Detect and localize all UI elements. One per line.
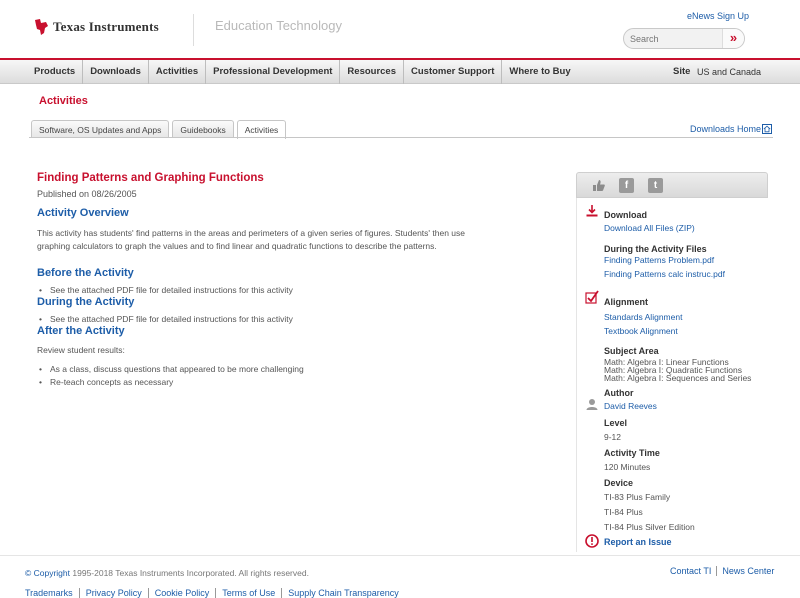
subject-area-heading: Subject Area bbox=[604, 346, 659, 356]
activity-overview-text bbox=[37, 227, 465, 253]
download-icon bbox=[585, 204, 599, 218]
level-heading: Level bbox=[604, 418, 628, 428]
report-issue-link[interactable]: Report an Issue bbox=[604, 537, 672, 547]
tab-activities[interactable]: Activities bbox=[237, 120, 287, 139]
author-icon bbox=[585, 397, 599, 411]
during-activity-heading: During the Activity bbox=[37, 296, 135, 308]
copyright bbox=[25, 568, 309, 578]
published-date: Published on 08/26/2005 bbox=[37, 189, 137, 199]
activity-title: Finding Patterns and Graphing Functions bbox=[37, 172, 264, 184]
ti-logo[interactable] bbox=[33, 18, 159, 36]
nav-item-products[interactable]: Products bbox=[27, 60, 83, 84]
standards-alignment-link[interactable]: Standards Alignment bbox=[604, 312, 683, 322]
activity-time-heading: Activity Time bbox=[604, 448, 660, 458]
home-icon[interactable] bbox=[762, 124, 772, 134]
tab-software[interactable]: Software, OS Updates and Apps bbox=[31, 120, 169, 138]
textbook-alignment-link[interactable]: Textbook Alignment bbox=[604, 326, 678, 336]
site-label: Site bbox=[673, 66, 691, 77]
site-selector[interactable]: US and Canada bbox=[697, 67, 762, 77]
copyright-symbol: © Copyright bbox=[25, 568, 71, 578]
footer-link-trademarks[interactable]: Trademarks bbox=[25, 588, 80, 598]
list-item: • Re-teach concepts as necessary bbox=[37, 376, 304, 389]
file-link-calc-instruc-pdf[interactable]: Finding Patterns calc instruc.pdf bbox=[604, 269, 725, 279]
device-heading: Device bbox=[604, 478, 634, 488]
subject-linear-functions: Math: Algebra I: Linear Functions bbox=[604, 357, 729, 367]
level-value: 9-12 bbox=[604, 432, 622, 442]
sidebar-panel bbox=[576, 198, 768, 552]
nav-item-where-to-buy[interactable]: Where to Buy bbox=[509, 66, 571, 77]
footer-link-terms-of-use[interactable]: Terms of Use bbox=[216, 588, 282, 598]
logo-text: Texas Instruments bbox=[53, 19, 159, 34]
nav-item-professional-development[interactable]: Professional Development bbox=[206, 60, 340, 84]
main-nav bbox=[0, 58, 800, 84]
header-divider bbox=[193, 14, 194, 46]
footer-right-links bbox=[665, 566, 779, 576]
footer-link-contact-ti[interactable]: Contact TI bbox=[665, 566, 717, 576]
nav-item-activities[interactable]: Activities bbox=[149, 60, 206, 84]
footer-divider bbox=[0, 555, 800, 556]
nav-item-downloads[interactable]: Downloads bbox=[83, 60, 149, 84]
overview-line-1: This activity has students' find patterns in the areas and perimeters of a given series of figures. Students' then use bbox=[37, 228, 466, 238]
search-button[interactable]: » bbox=[722, 29, 744, 48]
subject-sequences-series: Math: Algebra I: Sequences and Series bbox=[604, 373, 752, 383]
list-item: • See the attached PDF file for detailed instructions for this activity bbox=[37, 313, 293, 326]
site-header bbox=[0, 0, 800, 58]
downloads-home-link[interactable]: Downloads Home bbox=[690, 124, 762, 134]
device-ti83-plus-family: TI-83 Plus Family bbox=[604, 492, 671, 502]
tabs-divider bbox=[29, 137, 773, 138]
after-activity-heading: After the Activity bbox=[37, 325, 125, 337]
nav-item-customer-support[interactable]: Customer Support bbox=[404, 60, 502, 84]
during-files-heading: During the Activity Files bbox=[604, 244, 707, 254]
after-activity-intro: Review student results: bbox=[37, 345, 125, 355]
activity-overview-heading: Activity Overview bbox=[37, 207, 129, 219]
list-item: • As a class, discuss questions that appeared to be more challenging bbox=[37, 363, 304, 376]
overview-line-2: graphing calculators to graph the values and to find linear and quadratic functions to describe the patterns. bbox=[37, 241, 437, 251]
footer-link-privacy-policy[interactable]: Privacy Policy bbox=[80, 588, 149, 598]
activity-sidebar bbox=[576, 172, 768, 552]
download-all-zip-link[interactable]: Download All Files (ZIP) bbox=[604, 223, 695, 233]
page-title: Activities bbox=[39, 95, 88, 107]
footer-link-news-center[interactable]: News Center bbox=[722, 566, 775, 576]
twitter-icon[interactable]: t bbox=[648, 178, 663, 193]
search-input[interactable] bbox=[630, 31, 722, 47]
ti-logo-icon bbox=[33, 18, 49, 36]
enews-signup-link[interactable]: eNews Sign Up bbox=[687, 11, 750, 21]
after-activity-list bbox=[37, 363, 304, 389]
tab-guidebooks[interactable]: Guidebooks bbox=[172, 120, 233, 138]
footer-links bbox=[25, 588, 405, 598]
subject-quadratic-functions: Math: Algebra I: Quadratic Functions bbox=[604, 365, 742, 375]
facebook-icon[interactable]: f bbox=[619, 178, 634, 193]
share-bar bbox=[576, 172, 768, 198]
checkmark-icon bbox=[585, 290, 599, 304]
device-ti84-plus-silver: TI-84 Plus Silver Edition bbox=[604, 522, 695, 532]
alignment-heading: Alignment bbox=[604, 297, 648, 307]
author-link[interactable]: David Reeves bbox=[604, 401, 657, 411]
device-ti84-plus: TI-84 Plus bbox=[604, 507, 643, 517]
section-title: Education Technology bbox=[215, 18, 342, 33]
alert-icon bbox=[585, 534, 599, 548]
footer-link-cookie-policy[interactable]: Cookie Policy bbox=[149, 588, 217, 598]
activity-time-value: 120 Minutes bbox=[604, 462, 651, 472]
author-heading: Author bbox=[604, 388, 634, 398]
nav-item-resources[interactable]: Resources bbox=[340, 60, 404, 84]
download-heading: Download bbox=[604, 210, 647, 220]
footer-link-supply-chain[interactable]: Supply Chain Transparency bbox=[288, 588, 399, 598]
list-item: • See the attached PDF file for detailed instructions for this activity bbox=[37, 284, 293, 297]
thumbs-up-icon[interactable] bbox=[591, 178, 606, 193]
before-activity-heading: Before the Activity bbox=[37, 267, 134, 279]
file-link-problem-pdf[interactable]: Finding Patterns Problem.pdf bbox=[604, 255, 715, 265]
copyright-text: 1995-2018 Texas Instruments Incorporated. All rights reserved. bbox=[72, 568, 309, 578]
search-box bbox=[623, 28, 745, 49]
